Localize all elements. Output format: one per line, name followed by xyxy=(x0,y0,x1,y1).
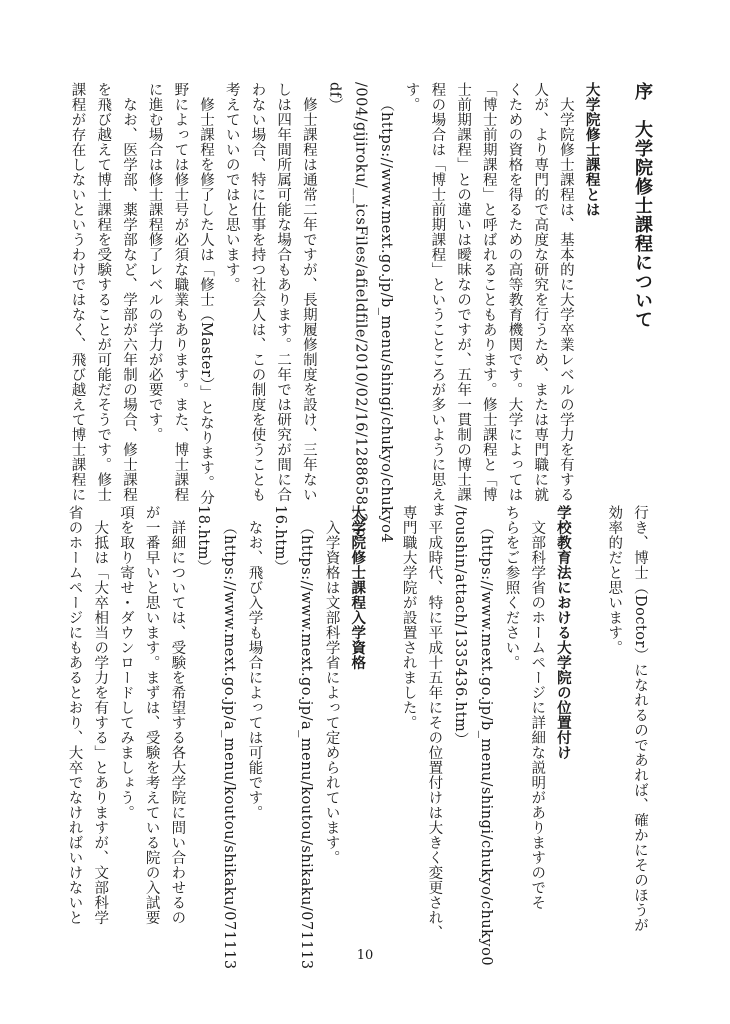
page-number: 10 xyxy=(356,948,374,963)
paragraph-line: 大学院修士課程は、基本的に大学卒業レベルの学力を有する xyxy=(557,96,574,502)
paragraph-line: なお、飛び入学も場合によっては可能です。 xyxy=(246,519,263,820)
paragraph-line: 専門職大学院が設置されました。 xyxy=(400,505,417,730)
page-title: 序 大学院修士課程について xyxy=(632,82,653,329)
paragraph-line: ちらをご参照ください。 xyxy=(503,505,520,670)
paragraph-line: /toushin/attach/1335436.htm） xyxy=(452,505,469,748)
paragraph-line: （https://www.mext.go.jp/a_menu/koutou/shikaku/071113 xyxy=(220,519,237,970)
paragraph-line: df） xyxy=(326,82,343,113)
paragraph-line: /004/gijiroku/__icsFiles/afieldfile/2010/02/16/1288658_2.p xyxy=(352,82,369,538)
paragraph-line: 項を取り寄せ・ダウンロードしてみましょう。 xyxy=(117,505,134,820)
paragraph-line: 行き、博士（Doctor）になれるのであれば、確かにそのほうが xyxy=(632,505,648,933)
section-heading: 学校教育法における大学院の位置付け xyxy=(554,505,571,760)
paragraph-line: 16.htm） xyxy=(272,505,289,575)
paragraph-line: 入学資格は文部科学省によって定められています。 xyxy=(323,519,340,865)
paragraph-line: なお、医学部、薬学部など、学部が六年制の場合、修士課程 xyxy=(120,96,137,502)
section-heading: 大学院修士課程とは xyxy=(583,82,600,217)
blank-line xyxy=(604,82,630,482)
paragraph-line: 詳細については、受験を希望する各大学院に問い合わせるの xyxy=(169,519,186,925)
blank-line xyxy=(369,505,395,925)
paragraph-line: しは四年間所属可能な場合もあります。二年では研究が間に合 xyxy=(275,82,292,502)
paragraph-line: を飛び越えて博士課程を受験することが可能だそうです。修士 xyxy=(95,82,112,502)
paragraph-line: 修士課程は通常二年ですが、長期履修制度を設け、三年ない xyxy=(300,96,317,502)
paragraph-line: 人が、より専門的で高度な研究を行うため、または専門職に就 xyxy=(532,82,549,502)
paragraph-line: 程の場合は「博士前期課程」ということころが多いように思えま xyxy=(429,82,446,517)
paragraph-line: 考えていいのではと思います。 xyxy=(223,82,240,292)
paragraph-line: 修士課程を修了した人は「修士（Master）」となります。分 xyxy=(198,96,215,505)
paragraph-line: 士前期課程」との違いは曖昧なのですが、五年一貫制の博士課 xyxy=(455,82,472,502)
paragraph-line: 課程が存在しないというわけではなく、飛び越えて博士課程に xyxy=(69,82,86,502)
blank-line xyxy=(575,505,601,925)
paragraph-line: に進む場合は修士課程修了レベルの学力が必要です。 xyxy=(146,82,163,442)
paragraph-line: （https://www.mext.go.jp/b_menu/shingi/chukyo/chukyo0 xyxy=(477,519,494,966)
paragraph-line: わない場合、特に仕事を持つ社会人は、この制度を使うことも xyxy=(249,82,266,502)
paragraph-line: 18.htm） xyxy=(195,505,212,575)
paragraph-line: が一番早いと思います。まずは、受験を考えている院の入試要 xyxy=(143,505,160,925)
paragraph-line: 野によっては修士号が必須な職業もあります。また、博士課程 xyxy=(172,82,189,502)
paragraph-line: 文部科学省のホームページに詳細な説明がありますのでそ xyxy=(529,519,546,910)
section-heading: 大学院修士課程入学資格 xyxy=(349,505,366,670)
paragraph-line: 平成時代、特に平成十五年にその位置付けは大きく変更され、 xyxy=(426,519,443,940)
paragraph-line: す。 xyxy=(403,82,420,112)
paragraph-line: （https://www.mext.go.jp/b_menu/shingi/chukyo/chukyo4 xyxy=(377,96,394,543)
paragraph-line: 大抵は「大卒相当の学力を有する」とありますが、文部科学 xyxy=(92,519,109,925)
paragraph-line: 省のホームページにもあるとおり、大卒でなければいけないと xyxy=(66,505,83,925)
paragraph-line: 「博士前期課程」と呼ばれることもあります。修士課程と「博 xyxy=(480,82,497,502)
paragraph-line: くための資格を得るための高等教育機関です。大学によっては xyxy=(506,82,523,502)
paragraph-line: 効率的だと思います。 xyxy=(606,505,623,655)
paragraph-line: （https://www.mext.go.jp/a_menu/koutou/shikaku/071113 xyxy=(297,519,314,970)
